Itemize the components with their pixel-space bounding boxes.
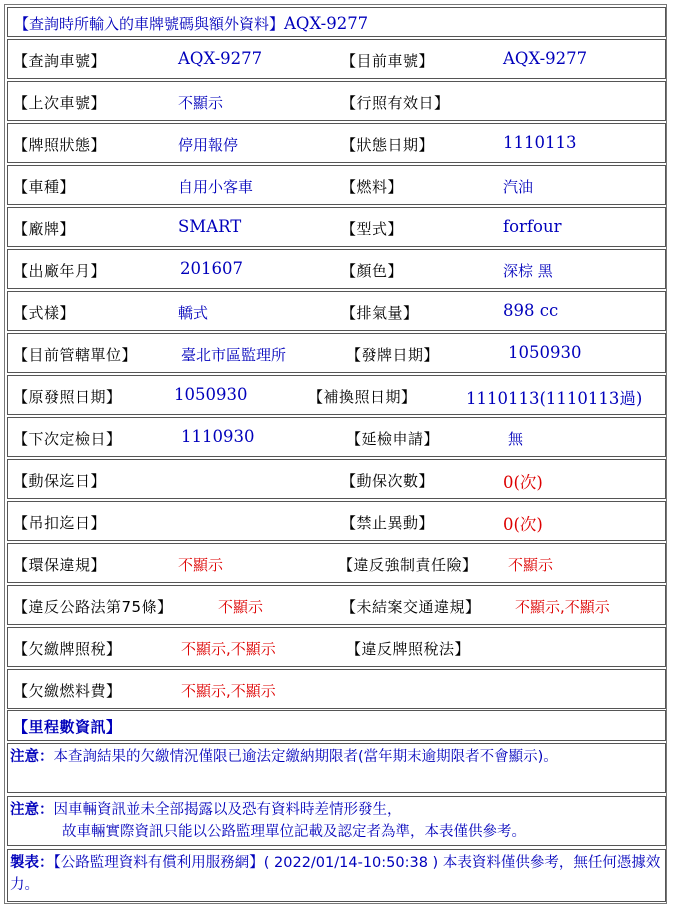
field-label: 【違反公路法第75條】 [13,598,173,616]
field-label: 【目前管轄單位】 [13,346,138,364]
field-label: 【欠繳燃料費】 [13,682,122,700]
field-label: 【未結案交通違規】 [341,598,481,616]
field-value: 不顯示,不顯示 [181,640,276,658]
field-label: 【吊扣迄日】 [13,514,107,532]
field-label: 【車種】 [13,178,76,196]
field-value: 898 cc [503,301,559,320]
table-row [7,627,666,667]
header-row [7,7,666,37]
field-label: 【排氣量】 [341,304,419,322]
table-row [7,249,666,289]
page-title [14,13,368,34]
mileage-label: 【里程數資訊】 [13,718,122,736]
field-value: 1050930 [508,343,582,362]
field-label: 【原發照日期】 [13,388,122,406]
field-value: 臺北市區監理所 [181,346,287,364]
field-label: 【廠牌】 [13,220,76,238]
table-row [7,417,666,457]
field-label: 【下次定檢日】 [13,430,122,448]
field-value: 深棕 黑 [503,262,553,280]
note-2-text [10,799,663,843]
field-value: 停用報停 [178,136,239,154]
field-value: 1110113 [503,133,577,152]
field-value: 1050930 [174,385,248,404]
field-value: 汽油 [503,178,534,196]
field-label: 【查詢車號】 [13,52,107,70]
field-label: 【目前車號】 [341,52,435,70]
field-label: 【牌照狀態】 [13,136,107,154]
field-label: 【顏色】 [341,262,404,280]
field-label: 【發牌日期】 [346,346,440,364]
table-row [7,459,666,499]
note-1 [7,743,666,793]
note-1-text [10,746,663,768]
field-label: 【狀態日期】 [341,136,435,154]
field-value: 1110930 [181,427,255,446]
note-2-line2: 故車輛實際資訊只能以公路監理單位記載及認定者為準，本表僅供參考。 [62,824,526,840]
footer-text [10,852,663,896]
field-value: 0(次) [503,515,543,534]
table-row [7,165,666,205]
note-2 [7,796,666,846]
field-label: 【欠繳牌照稅】 [13,640,122,658]
field-label: 【型式】 [341,220,404,238]
field-label: 【違反牌照稅法】 [346,640,471,658]
field-value: 無 [508,430,524,448]
field-value: 自用小客車 [178,178,254,196]
note-1-body: 本查詢結果的欠繳情況僅限已逾法定繳納期限者(當年期末逾期限者不會顯示)。 [53,749,558,765]
field-label: 【動保次數】 [341,472,435,490]
note-1-prefix: 注意： [10,749,54,765]
table-row [7,669,666,709]
footer-prefix: 製表： [10,855,54,871]
field-label: 【燃料】 [341,178,404,196]
table-row [7,39,666,79]
field-value: 不顯示 [508,556,554,574]
field-value: 201607 [180,259,243,278]
field-label: 【行照有效日】 [341,94,450,112]
footer-body: 【公路監理資料有償利用服務網】( 2022/01/14-10:50:38 ) 本表資料僅供參考，無任何憑據效力。 [10,855,661,893]
table-row [7,375,666,415]
field-label: 【上次車號】 [13,94,107,112]
field-value: 不顯示,不顯示 [181,682,276,700]
field-label: 【式樣】 [13,304,76,322]
mileage-row [7,710,666,741]
field-value: AQX-9277 [503,49,588,68]
field-value: 0(次) [503,473,543,492]
field-value: 不顯示 [178,556,224,574]
field-label: 【延檢申請】 [346,430,440,448]
field-label: 【動保迄日】 [13,472,107,490]
field-value: 1110113(1110113過) [466,389,643,408]
page-title-prefix: 【查詢時所輸入的車牌號碼與額外資料】 [14,15,285,33]
table-row [7,207,666,247]
note-2-line1: 因車輛資訊並未全部揭露以及恐有資料時差情形發生， [53,802,402,818]
field-value: 轎式 [178,304,209,322]
table-row [7,123,666,163]
field-label: 【環保違規】 [13,556,107,574]
field-value: 不顯示,不顯示 [515,598,610,616]
table-row [7,81,666,121]
field-value: forfour [503,217,562,236]
field-value: 不顯示 [218,598,264,616]
table-row [7,585,666,625]
table-row [7,543,666,583]
field-label: 【出廠年月】 [13,262,107,280]
table-row [7,291,666,331]
field-label: 【違反強制責任險】 [338,556,478,574]
note-2-prefix: 注意： [10,802,54,818]
table-row [7,333,666,373]
table-row [7,501,666,541]
field-value: SMART [178,217,242,236]
field-value: 不顯示 [178,94,224,112]
footer-row [7,849,666,902]
field-value: AQX-9277 [178,49,263,68]
field-label: 【禁止異動】 [341,514,435,532]
page-title-plate: AQX-9277 [284,14,369,33]
field-label: 【補換照日期】 [308,388,417,406]
